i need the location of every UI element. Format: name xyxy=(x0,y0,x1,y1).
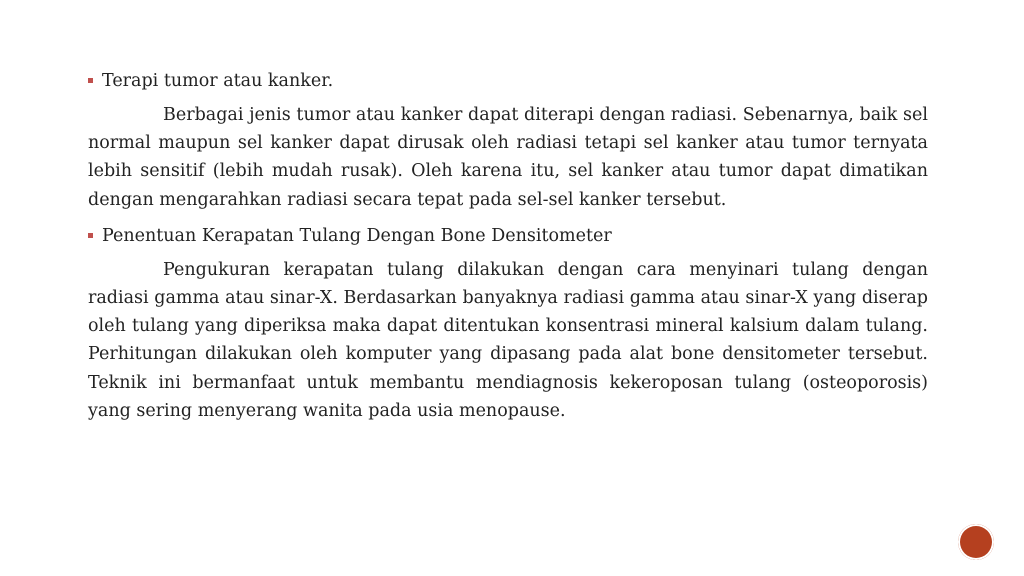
square-bullet-icon xyxy=(88,78,93,83)
paragraph-kerapatan-tulang: Pengukuran kerapatan tulang dilakukan dengan cara menyinari tulang dengan radiasi gamma atau sinar-X. Berdasarkan banyaknya radiasi gamma atau sinar-X yang diserap oleh tulang yang diperiksa maka dapat ditentukan konsentrasi mineral kalsium dalam tulang. Perhitungan dilakukan oleh komputer yang dipasang pada alat bone densitometer tersebut. Teknik ini bermanfaat untuk membantu mendiagnosis kekeroposan tulang (osteoporosis) yang sering menyerang wanita pada usia menopause. xyxy=(88,259,928,421)
bullet-text: Terapi tumor atau kanker. xyxy=(102,71,334,91)
square-bullet-icon xyxy=(88,233,93,238)
paragraph-terapi: Berbagai jenis tumor atau kanker dapat diterapi dengan radiasi. Sebenarnya, baik sel normal maupun sel kanker dapat dirusak oleh radiasi tetapi sel kanker atau tumor ternyata lebih sensitif (lebih mudah rusak). Oleh karena itu, sel kanker atau tumor dapat dimatikan dengan mengarahkan radiasi secara tepat pada sel-sel kanker tersebut. xyxy=(88,105,928,210)
slide-content xyxy=(88,67,928,433)
bullet-item-terapi xyxy=(88,67,928,95)
slide-number-badge xyxy=(958,524,994,560)
bullet-item-kerapatan-tulang xyxy=(88,222,928,250)
bullet-text: Penentuan Kerapatan Tulang Dengan Bone Densitometer xyxy=(102,225,612,246)
